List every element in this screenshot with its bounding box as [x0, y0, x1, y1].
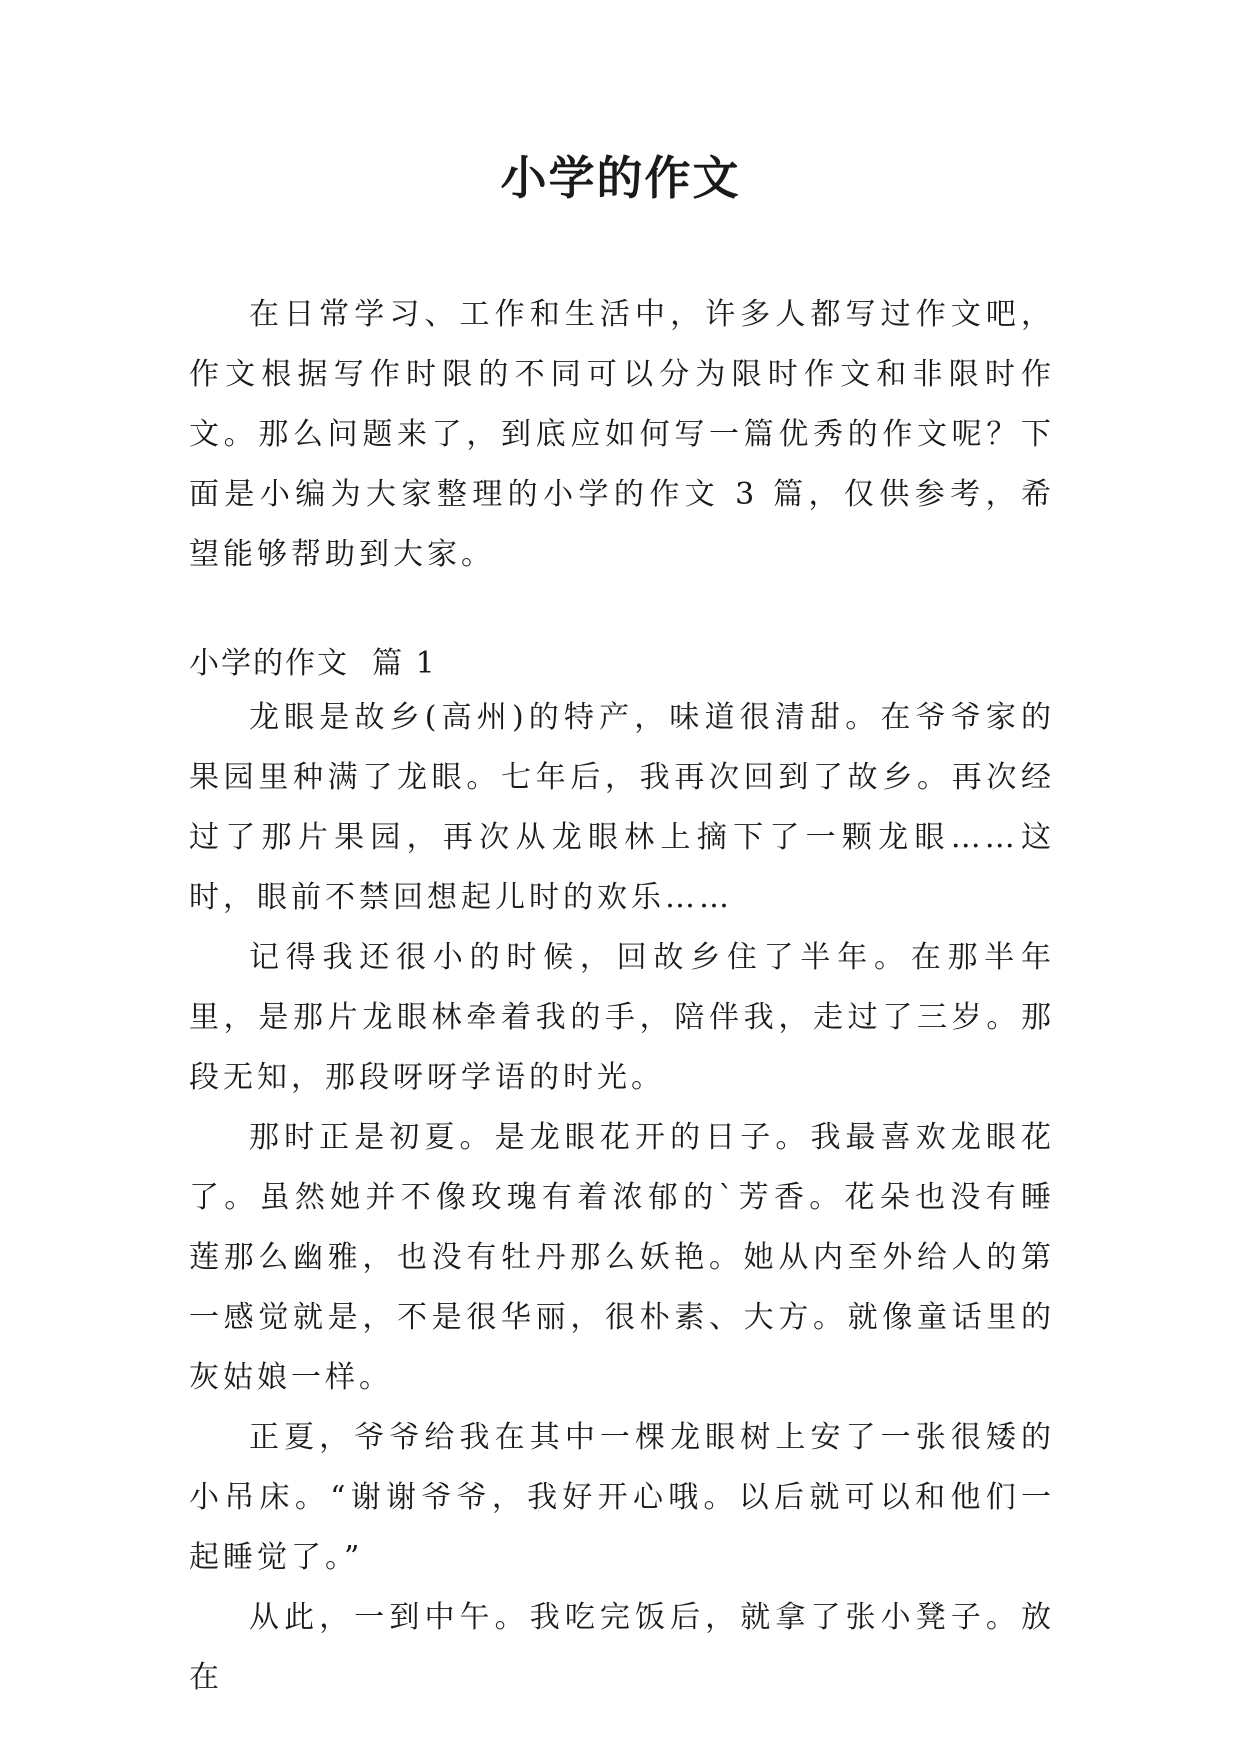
section-heading: 小学的作文 篇 1 [189, 646, 437, 681]
essay-body [189, 688, 1055, 1708]
intro-block [189, 285, 1055, 585]
essay-paragraph: 记得我还很小的时候，回故乡住了半年。在那半年里，是那片龙眼林牵着我的手，陪伴我，走过了三岁。那段无知，那段呀呀学语的时光。 [189, 940, 1055, 1095]
intro-paragraph: 在日常学习、工作和生活中，许多人都写过作文吧，作文根据写作时限的不同可以分为限时作文和非限时作文。那么问题来了，到底应如何写一篇优秀的作文呢？下面是小编为大家整理的小学的作文 3 篇，仅供参考，希望能够帮助到大家。 [189, 297, 1055, 572]
essay-paragraph: 正夏，爷爷给我在其中一棵龙眼树上安了一张很矮的小吊床。“谢谢爷爷，我好开心哦。以后就可以和他们一起睡觉了。” [189, 1420, 1055, 1575]
essay-paragraph: 从此，一到中午。我吃完饭后，就拿了张小凳子。放在 [189, 1600, 1055, 1695]
document-title: 小学的作文 [500, 151, 741, 205]
essay-paragraph: 龙眼是故乡(高州)的特产，味道很清甜。在爷爷家的果园里种满了龙眼。七年后，我再次回到了故乡。再次经过了那片果园，再次从龙眼林上摘下了一颗龙眼……这时，眼前不禁回想起儿时的欢乐…… [189, 700, 1055, 915]
essay-paragraph: 那时正是初夏。是龙眼花开的日子。我最喜欢龙眼花了。虽然她并不像玫瑰有着浓郁的`芳香。花朵也没有睡莲那么幽雅，也没有牡丹那么妖艳。她从内至外给人的第一感觉就是，不是很华丽，很朴素、大方。就像童话里的灰姑娘一样。 [189, 1120, 1055, 1395]
